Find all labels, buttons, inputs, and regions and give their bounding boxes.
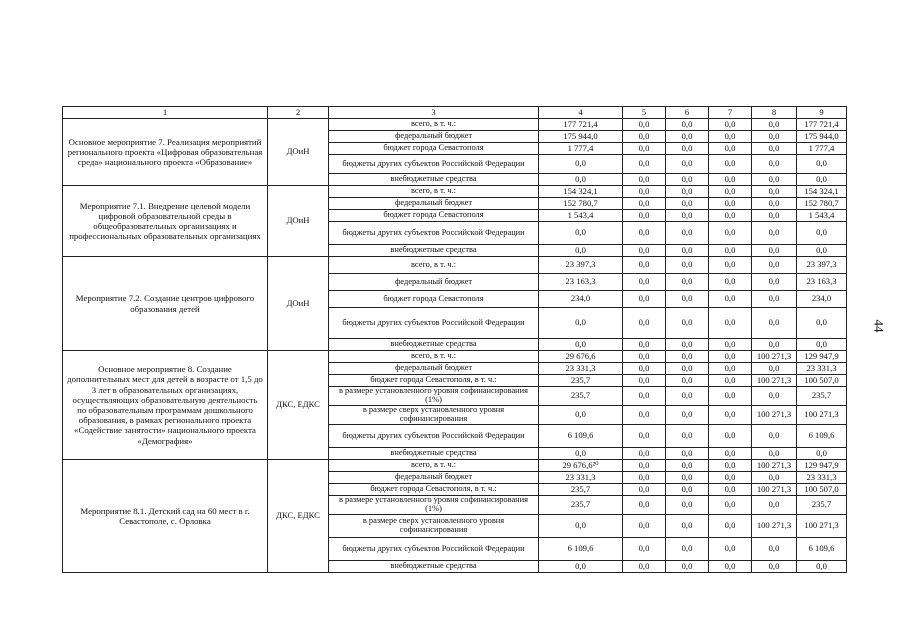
amount-cell: 0,0 xyxy=(797,222,847,245)
amount-cell: 129 947,9 xyxy=(797,460,847,472)
amount-cell: 0,0 xyxy=(709,131,752,143)
amount-cell: 23 397,3 xyxy=(797,257,847,274)
table-row xyxy=(63,119,847,131)
measure-name: Основное мероприятие 8. Создание дополнительных мест для детей в возрасте от 1,5 до 3 лет в образовательных организациях, осуществляющих образовательную деятельность по образовательным программам дошкольного образования, в рамках регионального проекта «Содействие занятости» национального проекта «Демография» xyxy=(63,351,268,460)
amount-cell: 23 163,3 xyxy=(539,274,623,291)
amount-cell: 0,0 xyxy=(709,425,752,448)
amount-cell: 100 271,3 xyxy=(752,351,797,363)
amount-cell: 0,0 xyxy=(709,496,752,515)
funding-source: федеральный бюджет xyxy=(329,274,539,291)
amount-cell: 0,0 xyxy=(539,155,623,174)
amount-cell: 0,0 xyxy=(709,387,752,406)
amount-cell: 0,0 xyxy=(623,186,666,198)
executor-cell: ДОиН xyxy=(268,257,329,351)
amount-cell: 0,0 xyxy=(752,174,797,186)
amount-cell: 0,0 xyxy=(623,174,666,186)
amount-cell: 0,0 xyxy=(623,538,666,561)
amount-cell: 0,0 xyxy=(709,245,752,257)
amount-cell: 0,0 xyxy=(666,515,709,538)
amount-cell: 129 947,9 xyxy=(797,351,847,363)
amount-cell: 0,0 xyxy=(797,308,847,339)
amount-cell: 0,0 xyxy=(623,515,666,538)
amount-cell: 0,0 xyxy=(752,257,797,274)
funding-source: в размере сверх установленного уровня софинансирования xyxy=(329,515,539,538)
funding-source: федеральный бюджет xyxy=(329,363,539,375)
amount-cell: 0,0 xyxy=(623,472,666,484)
amount-cell: 0,0 xyxy=(666,174,709,186)
amount-cell: 0,0 xyxy=(709,257,752,274)
table-row xyxy=(63,460,847,472)
amount-cell: 100 271,3 xyxy=(752,406,797,425)
funding-source: бюджет города Севастополя xyxy=(329,210,539,222)
amount-cell: 152 780,7 xyxy=(539,198,623,210)
amount-cell: 0,0 xyxy=(623,484,666,496)
table-row xyxy=(63,257,847,274)
amount-cell: 0,0 xyxy=(752,538,797,561)
header-cell: 2 xyxy=(268,107,329,119)
amount-cell: 29 676,6²⁰ xyxy=(539,460,623,472)
funding-source: всего, в т. ч.: xyxy=(329,186,539,198)
amount-cell: 0,0 xyxy=(797,339,847,351)
amount-cell: 0,0 xyxy=(752,198,797,210)
funding-source: внебюджетные средства xyxy=(329,561,539,573)
amount-cell: 0,0 xyxy=(797,448,847,460)
amount-cell: 0,0 xyxy=(752,472,797,484)
amount-cell: 0,0 xyxy=(666,210,709,222)
amount-cell: 0,0 xyxy=(539,245,623,257)
amount-cell: 234,0 xyxy=(797,291,847,308)
amount-cell: 0,0 xyxy=(709,375,752,387)
amount-cell: 23 331,3 xyxy=(797,363,847,375)
amount-cell: 0,0 xyxy=(539,308,623,339)
amount-cell: 177 721,4 xyxy=(797,119,847,131)
amount-cell: 1 543,4 xyxy=(539,210,623,222)
amount-cell: 0,0 xyxy=(709,363,752,375)
amount-cell: 0,0 xyxy=(709,308,752,339)
amount-cell: 0,0 xyxy=(539,561,623,573)
amount-cell: 0,0 xyxy=(709,351,752,363)
header-cell: 4 xyxy=(539,107,623,119)
amount-cell: 0,0 xyxy=(539,174,623,186)
table-row xyxy=(63,186,847,198)
amount-cell: 0,0 xyxy=(752,339,797,351)
amount-cell: 0,0 xyxy=(666,460,709,472)
amount-cell: 0,0 xyxy=(623,460,666,472)
amount-cell: 0,0 xyxy=(666,186,709,198)
amount-cell: 0,0 xyxy=(709,472,752,484)
amount-cell: 0,0 xyxy=(623,245,666,257)
funding-source: в размере установленного уровня софинансирования (1%) xyxy=(329,387,539,406)
amount-cell: 0,0 xyxy=(709,484,752,496)
amount-cell: 0,0 xyxy=(752,387,797,406)
amount-cell: 0,0 xyxy=(539,448,623,460)
amount-cell: 154 324,1 xyxy=(539,186,623,198)
amount-cell: 0,0 xyxy=(666,496,709,515)
funding-source: бюджеты других субъектов Российской Федерации xyxy=(329,538,539,561)
amount-cell: 29 676,6 xyxy=(539,351,623,363)
table-body xyxy=(63,107,847,573)
amount-cell: 0,0 xyxy=(709,561,752,573)
funding-source: бюджеты других субъектов Российской Федерации xyxy=(329,425,539,448)
amount-cell: 0,0 xyxy=(666,448,709,460)
funding-source: внебюджетные средства xyxy=(329,245,539,257)
amount-cell: 0,0 xyxy=(623,561,666,573)
amount-cell: 0,0 xyxy=(623,406,666,425)
amount-cell: 0,0 xyxy=(623,131,666,143)
header-cell: 3 xyxy=(329,107,539,119)
amount-cell: 235,7 xyxy=(539,484,623,496)
amount-cell: 0,0 xyxy=(623,143,666,155)
amount-cell: 6 109,6 xyxy=(797,538,847,561)
amount-cell: 0,0 xyxy=(752,291,797,308)
amount-cell: 0,0 xyxy=(623,375,666,387)
header-cell: 5 xyxy=(623,107,666,119)
funding-source: всего, в т. ч.: xyxy=(329,257,539,274)
header-cell: 1 xyxy=(63,107,268,119)
amount-cell: 0,0 xyxy=(709,460,752,472)
funding-source: в размере сверх установленного уровня софинансирования xyxy=(329,406,539,425)
page-number: 44 xyxy=(871,319,887,333)
amount-cell: 175 944,0 xyxy=(539,131,623,143)
funding-table xyxy=(62,106,847,573)
amount-cell: 0,0 xyxy=(752,496,797,515)
amount-cell: 0,0 xyxy=(709,339,752,351)
amount-cell: 0,0 xyxy=(539,515,623,538)
amount-cell: 0,0 xyxy=(539,339,623,351)
amount-cell: 0,0 xyxy=(752,143,797,155)
amount-cell: 0,0 xyxy=(666,484,709,496)
executor-cell: ДОиН xyxy=(268,186,329,257)
amount-cell: 6 109,6 xyxy=(539,425,623,448)
amount-cell: 0,0 xyxy=(797,561,847,573)
amount-cell: 0,0 xyxy=(623,425,666,448)
executor-cell: ДКС, ЕДКС xyxy=(268,351,329,460)
amount-cell: 0,0 xyxy=(666,245,709,257)
amount-cell: 23 163,3 xyxy=(797,274,847,291)
amount-cell: 0,0 xyxy=(623,496,666,515)
measure-name: Мероприятие 8.1. Детский сад на 60 мест в г. Севастополе, с. Орловка xyxy=(63,460,268,573)
amount-cell: 100 507,0 xyxy=(797,375,847,387)
funding-source: федеральный бюджет xyxy=(329,472,539,484)
funding-source: федеральный бюджет xyxy=(329,131,539,143)
amount-cell: 0,0 xyxy=(623,274,666,291)
amount-cell: 154 324,1 xyxy=(797,186,847,198)
amount-cell: 175 944,0 xyxy=(797,131,847,143)
amount-cell: 0,0 xyxy=(666,472,709,484)
amount-cell: 0,0 xyxy=(709,174,752,186)
amount-cell: 0,0 xyxy=(666,406,709,425)
amount-cell: 0,0 xyxy=(709,198,752,210)
amount-cell: 0,0 xyxy=(709,538,752,561)
executor-cell: ДКС, ЕДКС xyxy=(268,460,329,573)
amount-cell: 0,0 xyxy=(752,222,797,245)
amount-cell: 0,0 xyxy=(666,375,709,387)
amount-cell: 0,0 xyxy=(623,222,666,245)
funding-source: всего, в т. ч.: xyxy=(329,460,539,472)
amount-cell: 0,0 xyxy=(752,119,797,131)
funding-source: бюджет города Севастополя, в т. ч.: xyxy=(329,484,539,496)
funding-source: бюджеты других субъектов Российской Федерации xyxy=(329,222,539,245)
amount-cell: 100 507,0 xyxy=(797,484,847,496)
amount-cell: 0,0 xyxy=(709,515,752,538)
amount-cell: 0,0 xyxy=(752,186,797,198)
amount-cell: 0,0 xyxy=(623,351,666,363)
funding-source: бюджет города Севастополя xyxy=(329,143,539,155)
amount-cell: 100 271,3 xyxy=(752,484,797,496)
amount-cell: 0,0 xyxy=(797,155,847,174)
funding-source: бюджеты других субъектов Российской Федерации xyxy=(329,308,539,339)
amount-cell: 23 331,3 xyxy=(539,363,623,375)
amount-cell: 0,0 xyxy=(666,222,709,245)
amount-cell: 177 721,4 xyxy=(539,119,623,131)
executor-cell: ДОиН xyxy=(268,119,329,186)
amount-cell: 0,0 xyxy=(666,143,709,155)
amount-cell: 0,0 xyxy=(752,308,797,339)
header-cell: 8 xyxy=(752,107,797,119)
amount-cell: 0,0 xyxy=(666,538,709,561)
amount-cell: 0,0 xyxy=(709,210,752,222)
amount-cell: 6 109,6 xyxy=(797,425,847,448)
measure-name: Мероприятие 7.2. Создание центров цифрового образования детей xyxy=(63,257,268,351)
amount-cell: 152 780,7 xyxy=(797,198,847,210)
amount-cell: 0,0 xyxy=(752,448,797,460)
amount-cell: 1 777,4 xyxy=(797,143,847,155)
amount-cell: 235,7 xyxy=(797,387,847,406)
funding-source: в размере установленного уровня софинансирования (1%) xyxy=(329,496,539,515)
funding-source: внебюджетные средства xyxy=(329,339,539,351)
amount-cell: 0,0 xyxy=(752,155,797,174)
amount-cell: 6 109,6 xyxy=(539,538,623,561)
amount-cell: 0,0 xyxy=(623,155,666,174)
measure-name: Мероприятие 7.1. Внедрение целевой модели цифровой образовательной среды в общеобразовательных организациях и профессиональных образовательных организациях xyxy=(63,186,268,257)
amount-cell: 0,0 xyxy=(666,339,709,351)
amount-cell: 0,0 xyxy=(752,210,797,222)
amount-cell: 0,0 xyxy=(752,131,797,143)
amount-cell: 0,0 xyxy=(623,387,666,406)
amount-cell: 0,0 xyxy=(797,245,847,257)
amount-cell: 23 331,3 xyxy=(539,472,623,484)
amount-cell: 0,0 xyxy=(709,448,752,460)
amount-cell: 23 397,3 xyxy=(539,257,623,274)
funding-source: бюджет города Севастополя xyxy=(329,291,539,308)
header-cell: 6 xyxy=(666,107,709,119)
amount-cell: 1 777,4 xyxy=(539,143,623,155)
amount-cell: 0,0 xyxy=(623,291,666,308)
amount-cell: 0,0 xyxy=(666,119,709,131)
table-row xyxy=(63,351,847,363)
funding-source: всего, в т. ч.: xyxy=(329,119,539,131)
amount-cell: 235,7 xyxy=(539,375,623,387)
funding-source: федеральный бюджет xyxy=(329,198,539,210)
amount-cell: 0,0 xyxy=(539,406,623,425)
amount-cell: 234,0 xyxy=(539,291,623,308)
header-row xyxy=(63,107,847,119)
header-cell: 9 xyxy=(797,107,847,119)
amount-cell: 0,0 xyxy=(709,291,752,308)
amount-cell: 0,0 xyxy=(623,257,666,274)
amount-cell: 100 271,3 xyxy=(752,375,797,387)
amount-cell: 0,0 xyxy=(709,222,752,245)
amount-cell: 23 331,3 xyxy=(797,472,847,484)
amount-cell: 0,0 xyxy=(666,561,709,573)
amount-cell: 100 271,3 xyxy=(752,460,797,472)
amount-cell: 235,7 xyxy=(797,496,847,515)
amount-cell: 0,0 xyxy=(666,425,709,448)
amount-cell: 100 271,3 xyxy=(797,515,847,538)
amount-cell: 0,0 xyxy=(752,425,797,448)
amount-cell: 0,0 xyxy=(623,210,666,222)
amount-cell: 100 271,3 xyxy=(797,406,847,425)
amount-cell: 0,0 xyxy=(623,308,666,339)
funding-source: бюджеты других субъектов Российской Федерации xyxy=(329,155,539,174)
amount-cell: 0,0 xyxy=(709,274,752,291)
amount-cell: 235,7 xyxy=(539,387,623,406)
amount-cell: 235,7 xyxy=(539,496,623,515)
funding-source: внебюджетные средства xyxy=(329,174,539,186)
amount-cell: 0,0 xyxy=(709,186,752,198)
amount-cell: 0,0 xyxy=(623,119,666,131)
funding-source: внебюджетные средства xyxy=(329,448,539,460)
header-cell: 7 xyxy=(709,107,752,119)
amount-cell: 0,0 xyxy=(623,363,666,375)
amount-cell: 0,0 xyxy=(666,351,709,363)
amount-cell: 0,0 xyxy=(666,155,709,174)
amount-cell: 0,0 xyxy=(666,274,709,291)
amount-cell: 0,0 xyxy=(666,387,709,406)
amount-cell: 0,0 xyxy=(666,291,709,308)
amount-cell: 0,0 xyxy=(623,339,666,351)
amount-cell: 0,0 xyxy=(666,308,709,339)
amount-cell: 0,0 xyxy=(666,363,709,375)
amount-cell: 0,0 xyxy=(666,131,709,143)
amount-cell: 0,0 xyxy=(752,363,797,375)
amount-cell: 0,0 xyxy=(623,198,666,210)
amount-cell: 0,0 xyxy=(709,143,752,155)
amount-cell: 0,0 xyxy=(666,257,709,274)
amount-cell: 100 271,3 xyxy=(752,515,797,538)
funding-source: бюджет города Севастополя, в т. ч.: xyxy=(329,375,539,387)
amount-cell: 1 543,4 xyxy=(797,210,847,222)
amount-cell: 0,0 xyxy=(752,245,797,257)
amount-cell: 0,0 xyxy=(709,406,752,425)
amount-cell: 0,0 xyxy=(797,174,847,186)
amount-cell: 0,0 xyxy=(752,274,797,291)
funding-source: всего, в т. ч.: xyxy=(329,351,539,363)
amount-cell: 0,0 xyxy=(539,222,623,245)
amount-cell: 0,0 xyxy=(623,448,666,460)
measure-name: Основное мероприятие 7. Реализация мероприятий регионального проекта «Цифровая образовательная среда» национального проекта «Образование» xyxy=(63,119,268,186)
amount-cell: 0,0 xyxy=(752,561,797,573)
amount-cell: 0,0 xyxy=(666,198,709,210)
amount-cell: 0,0 xyxy=(709,155,752,174)
amount-cell: 0,0 xyxy=(709,119,752,131)
